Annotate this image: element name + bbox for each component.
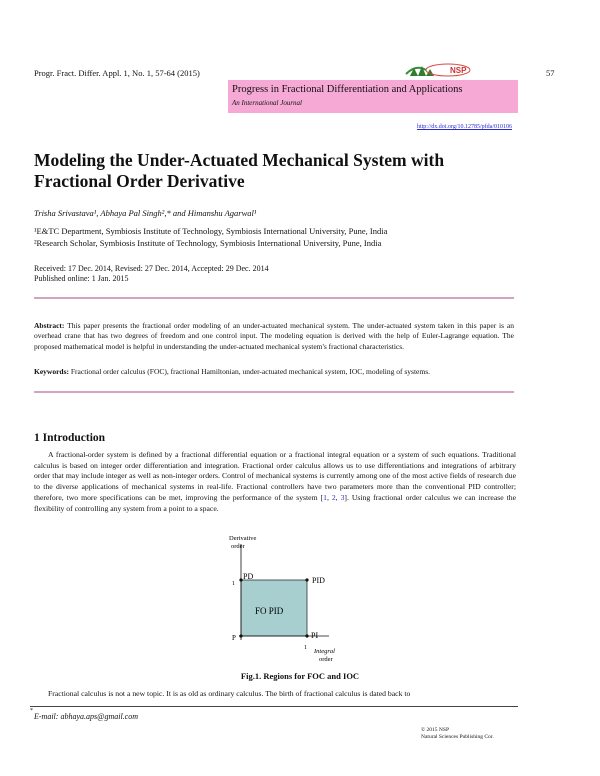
authors: Trisha Srivastava¹, Abhaya Pal Singh²,* and Himanshu Agarwal¹ — [34, 208, 257, 218]
received-dates: Received: 17 Dec. 2014, Revised: 27 Dec. 2014, Accepted: 29 Dec. 2014 — [34, 264, 269, 273]
introduction-paragraph — [34, 450, 516, 514]
tick-one-y: 1 — [232, 581, 235, 587]
published-date: Published online: 1 Jan. 2015 — [34, 274, 129, 283]
citation-2[interactable]: 2 — [331, 492, 336, 502]
x-axis-label-1: Integral — [314, 648, 335, 655]
label-p: P — [232, 634, 236, 642]
point-p — [239, 634, 242, 637]
affiliation-1: ¹E&TC Department, Symbiosis Institute of Technology, Symbiosis International University, Pune, India — [34, 226, 388, 236]
abstract-label: Abstract: — [34, 321, 65, 330]
citation-separator: , — [335, 492, 341, 502]
logo-text: NSP — [450, 66, 467, 75]
copyright-line-1: © 2015 NSP — [421, 727, 450, 733]
abstract — [34, 321, 514, 352]
journal-reference: Progr. Fract. Differ. Appl. 1, No. 1, 57-64 (2015) — [34, 68, 200, 78]
journal-subtitle: An International Journal — [232, 99, 302, 107]
footnote-marker: * — [30, 708, 33, 714]
paper-title: Modeling the Under-Actuated Mechanical System with Fractional Order Derivative — [34, 150, 445, 191]
figure-foc-regions — [229, 530, 359, 670]
point-pi — [305, 634, 308, 637]
journal-name: Progress in Fractional Differentiation and Applications — [232, 84, 463, 95]
y-axis-label-1: Derivative — [229, 535, 257, 542]
nsp-logo-icon — [404, 60, 484, 78]
x-axis-label-2: order — [319, 656, 333, 663]
divider-top — [34, 297, 514, 299]
body-paragraph-2: Fractional calculus is not a new topic. It is as old as ordinary calculus. The birth of fractional calculus is dated back to — [48, 689, 411, 698]
page-number: 57 — [546, 68, 555, 78]
keywords-label: Keywords: — [34, 367, 69, 376]
doi-link[interactable]: http://dx.doi.org/10.12785/pfda/010106 — [416, 124, 512, 130]
intro-text: A fractional-order system is defined by a fractional differential equation or a fractional integral equation or a system of such equations. Traditional calculus is based on integer order differentiation and integration. Fractional order calculus allows us to use differentiations and integrations of arbitrary order that may include integer as well as non-integer orders. Control of mechanical systems is currently among one of the most active fields of research due to the diverse applications of mechanical systems in real-life. Fractional controllers have two parameters more than the conventional PID controller; therefore, two more specifications can be met, improving the performance of the system [ — [34, 450, 516, 502]
tick-one-x: 1 — [304, 645, 307, 651]
label-pi: PI — [311, 631, 319, 640]
divider-bottom — [34, 391, 514, 393]
keywords-text: Fractional order calculus (FOC), fractional Hamiltonian, under-actuated mechanical system, IOC, modeling of systems. — [69, 367, 430, 376]
citation-separator: , — [326, 492, 332, 502]
intro-text-tail: ]. Using fractional order calculus we can increase the flexibility of controlling any system from a point to a space. — [34, 492, 517, 513]
y-axis-label-2: order — [231, 543, 245, 550]
citation-3[interactable]: 3 — [340, 492, 345, 502]
footnote-rule — [30, 706, 518, 707]
copyright-line-2: Natural Sciences Publishing Cor. — [421, 734, 494, 740]
label-fo-pid: FO PID — [255, 606, 284, 616]
affiliation-2: ²Research Scholar, Symbiosis Institute of Technology, Symbiosis International University, Pune, India — [34, 238, 382, 248]
corresponding-email[interactable]: E-mail: abhaya.aps@gmail.com — [34, 712, 139, 721]
figure-caption: Fig.1. Regions for FOC and IOC — [240, 671, 360, 681]
abstract-text: This paper presents the fractional order modeling of an under-actuated mechanical system. The under-actuated system taken in this paper is an overhead crane that has two degrees of freedom and one control input. The modeling equation is derived with the help of Euler-Lagrange equation. The proposed mathematical model is helpful in understanding the under-actuated mechanical system's fractional characteristics. — [34, 321, 514, 351]
section-heading: 1 Introduction — [34, 432, 106, 444]
citation-1[interactable]: 1 — [323, 492, 327, 502]
keywords — [34, 367, 514, 377]
copyright — [421, 727, 494, 741]
label-pd: PD — [243, 572, 254, 581]
point-pid — [305, 578, 308, 581]
label-pid: PID — [312, 576, 325, 585]
